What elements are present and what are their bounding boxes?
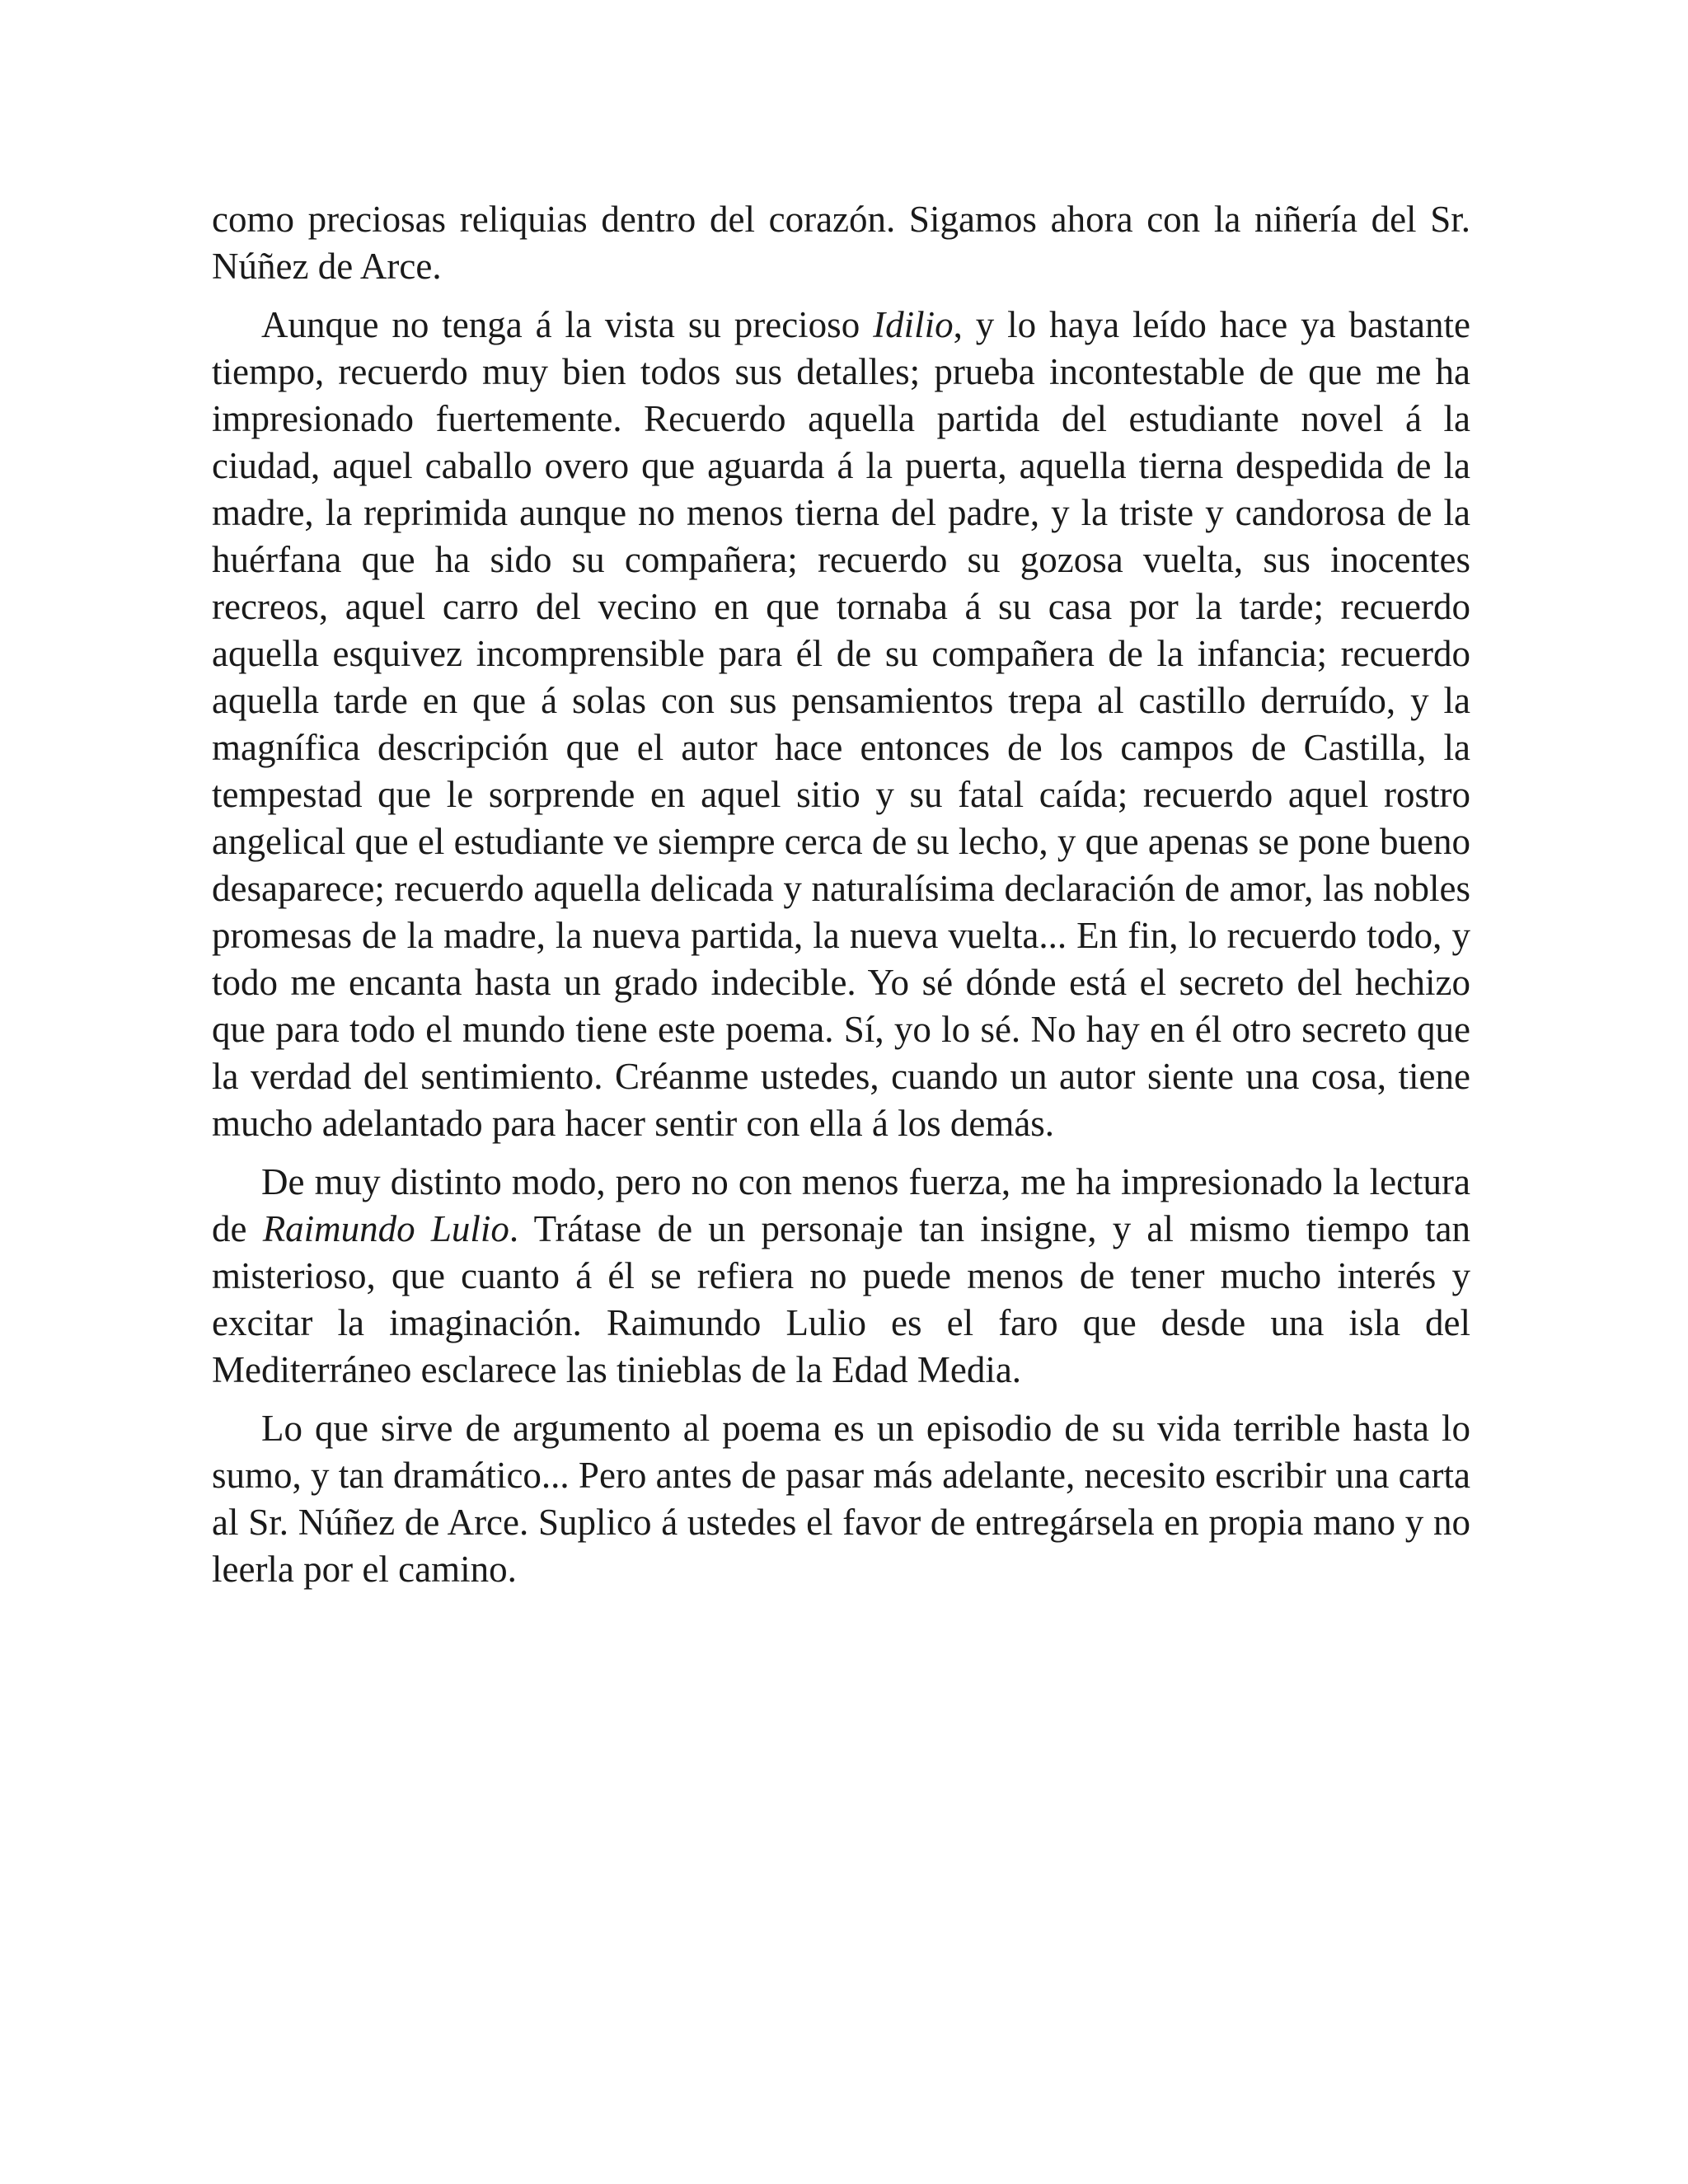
paragraph bbox=[212, 1405, 1470, 1593]
text-run: De muy distinto modo, pero no con menos fuerza, me ha impresionado la lectura de bbox=[212, 1161, 1470, 1249]
paragraph bbox=[212, 1159, 1470, 1394]
text-run: . Trátase de un personaje tan insigne, y al mismo tiempo tan misterioso, que cuanto á él se refiera no puede menos de tener mucho interés y excitar la imaginación. Raimundo Lulio es el faro que desde una isla del Mediterráneo esclarece las tinieblas de la Edad Media. bbox=[212, 1208, 1470, 1390]
text-run: como preciosas reliquias dentro del corazón. Sigamos ahora con la niñería del Sr. Núñez de Arce. bbox=[212, 199, 1470, 287]
book-title-idilio: Idilio bbox=[873, 304, 954, 345]
paragraph bbox=[212, 196, 1470, 290]
paragraph bbox=[212, 302, 1470, 1147]
book-title-raimundo-lulio: Raimundo Lulio bbox=[262, 1208, 509, 1249]
text-run: Lo que sirve de argumento al poema es un episodio de su vida terrible hasta lo sumo, y tan dramático... Pero antes de pasar más adelante, necesito escribir una carta al Sr. Núñez de Arce. Suplico á ustedes el favor de entregársela en propia mano y no leerla por el camino. bbox=[212, 1408, 1470, 1590]
body-text bbox=[212, 196, 1470, 1593]
text-run: , y lo haya leído hace ya bastante tiempo, recuerdo muy bien todos sus detalles; prueba incontestable de que me ha impresionado fuertemente. Recuerdo aquella partida del estudiante novel á la ciudad, aquel caballo overo que aguarda á la puerta, aquella tierna despedida de la madre, la reprimida aunque no menos tierna del padre, y la triste y candorosa de la huérfana que ha sido su compañera; recuerdo su gozosa vuelta, sus inocentes recreos, aquel carro del vecino en que tornaba á su casa por la tarde; recuerdo aquella esquivez incomprensible para él de su compañera de la infancia; recuerdo aquella tarde en que á solas con sus pensamientos trepa al castillo derruído, y la magnífica descripción que el autor hace entonces de los campos de Castilla, la tempestad que le sorprende en aquel sitio y su fatal caída; recuerdo aquel rostro angelical que el estudiante ve siempre cerca de su lecho, y que apenas se pone bueno desaparece; recuerdo aquella delicada y naturalísima declaración de amor, las nobles promesas de la madre, la nueva partida, la nueva vuelta... En fin, lo recuerdo todo, y todo me encanta hasta un grado indecible. Yo sé dónde está el secreto del hechizo que para todo el mundo tiene este poema. Sí, yo lo sé. No hay en él otro secreto que la verdad del sentimiento. Créanme ustedes, cuando un autor siente una cosa, tiene mucho adelantado para hacer sentir con ella á los demás. bbox=[212, 304, 1470, 1144]
text-run: Aunque no tenga á la vista su precioso bbox=[261, 304, 874, 345]
